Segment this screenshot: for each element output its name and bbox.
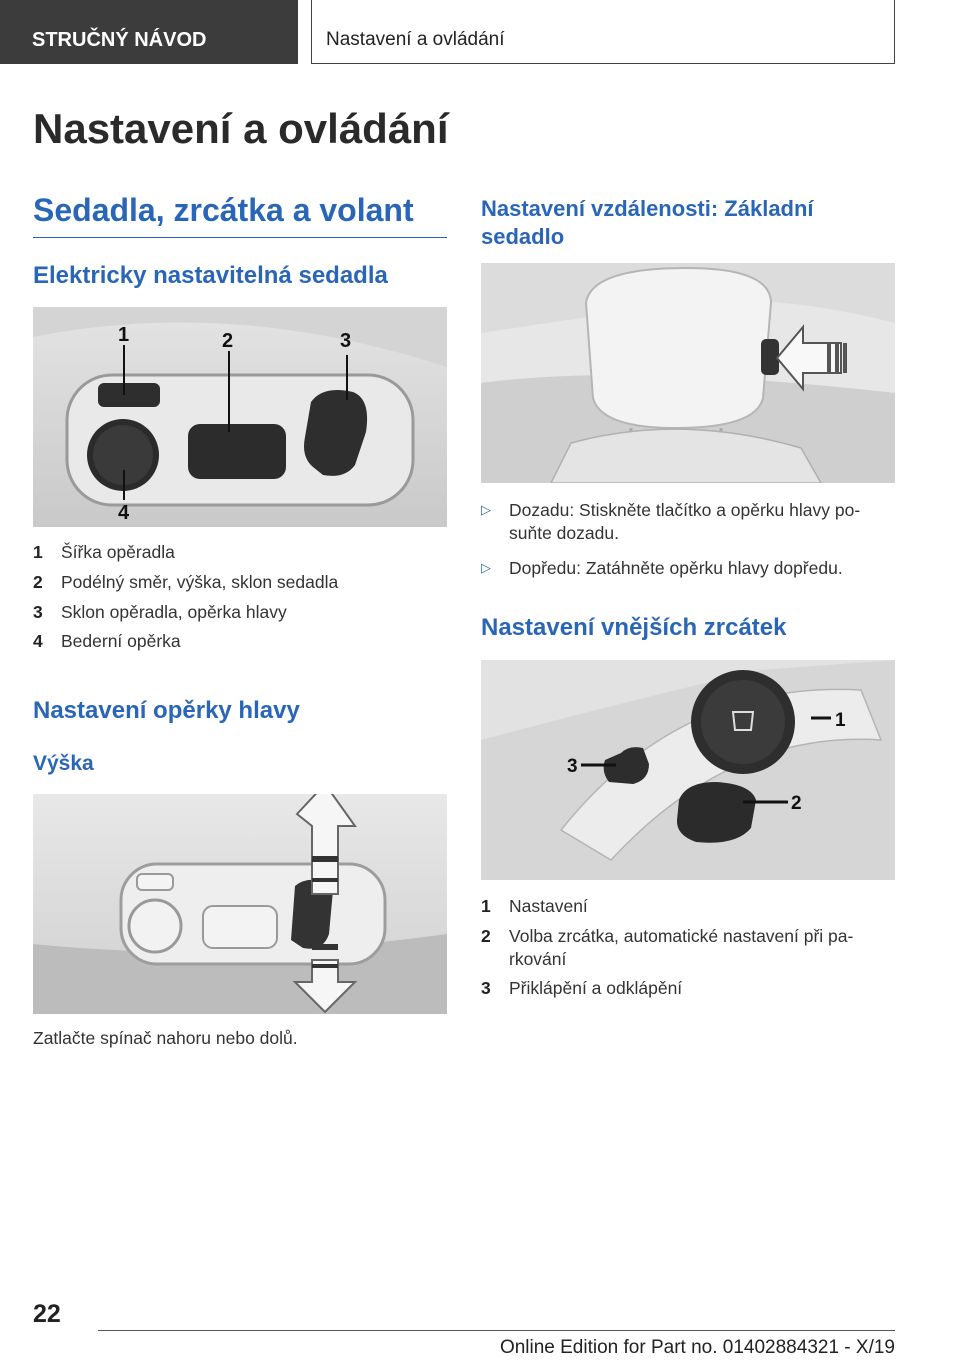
subsection-height: Výška — [33, 752, 94, 775]
seat-callout-1: 1 — [118, 324, 130, 346]
mirror-callout-2: 2 — [791, 793, 802, 814]
mirror-controls-image — [481, 660, 895, 880]
seat-callout-4: 4 — [118, 502, 130, 524]
subsection-headrest: Nastavení opěrky hlavy — [33, 697, 300, 724]
list-item: 1 Nastavení — [481, 896, 588, 916]
footer-edition: Online Edition for Part no. 01402884321 - X/19 — [499, 1337, 895, 1358]
section-title-seats: Sedadla, zrcátka a volant — [33, 192, 447, 238]
header-chapter: Nastavení a ovládání — [311, 0, 895, 64]
list-item: ▷ Dozadu: Stiskněte tlačítko a opěrku hlavy po-suňte dozadu. — [481, 500, 861, 543]
mirror-callout-1: 1 — [835, 710, 846, 731]
page-number: 22 — [33, 1300, 61, 1328]
list-item: ▷ Dopředu: Zatáhněte opěrku hlavy dopředu. — [481, 557, 843, 578]
list-item: 2 Podélný směr, výška, sklon sedadla — [33, 571, 339, 592]
subsection-electric-seats: Elektricky nastavitelná sedadla — [33, 262, 388, 289]
page-title: Nastavení a ovládání — [33, 105, 449, 152]
bullet-triangle-icon: ▷ — [481, 559, 491, 575]
seat-controls-image — [33, 307, 447, 527]
headrest-height-image — [33, 794, 447, 1014]
seat-callout-2: 2 — [222, 330, 234, 352]
list-item: 4 Bederní opěrka — [33, 631, 181, 652]
list-item: 3 Přiklápění a odklápění — [481, 978, 683, 999]
footer-divider — [98, 1330, 895, 1331]
mirror-items-list — [481, 895, 895, 1007]
height-caption: Zatlačte spínač nahoru nebo dolů. — [33, 1028, 298, 1048]
subsection-mirrors: Nastavení vnějších zrcátek — [481, 614, 787, 641]
header-section: STRUČNÝ NÁVOD — [0, 0, 298, 64]
subsection-distance: Nastavení vzdálenosti: Základní sedadlo — [481, 196, 814, 249]
headrest-distance-image — [481, 263, 895, 483]
list-item: 1 Šířka opěradla — [33, 542, 175, 562]
list-item: 3 Sklon opěradla, opěrka hlavy — [33, 601, 287, 622]
seat-callout-3: 3 — [340, 330, 352, 352]
list-item: 2 Volba zrcátka, automatické nastavení při pa-rkování — [481, 925, 854, 969]
bullet-triangle-icon: ▷ — [481, 502, 491, 517]
seat-items-list — [33, 541, 447, 660]
mirror-callout-3: 3 — [567, 756, 578, 777]
distance-items-list — [481, 499, 895, 586]
